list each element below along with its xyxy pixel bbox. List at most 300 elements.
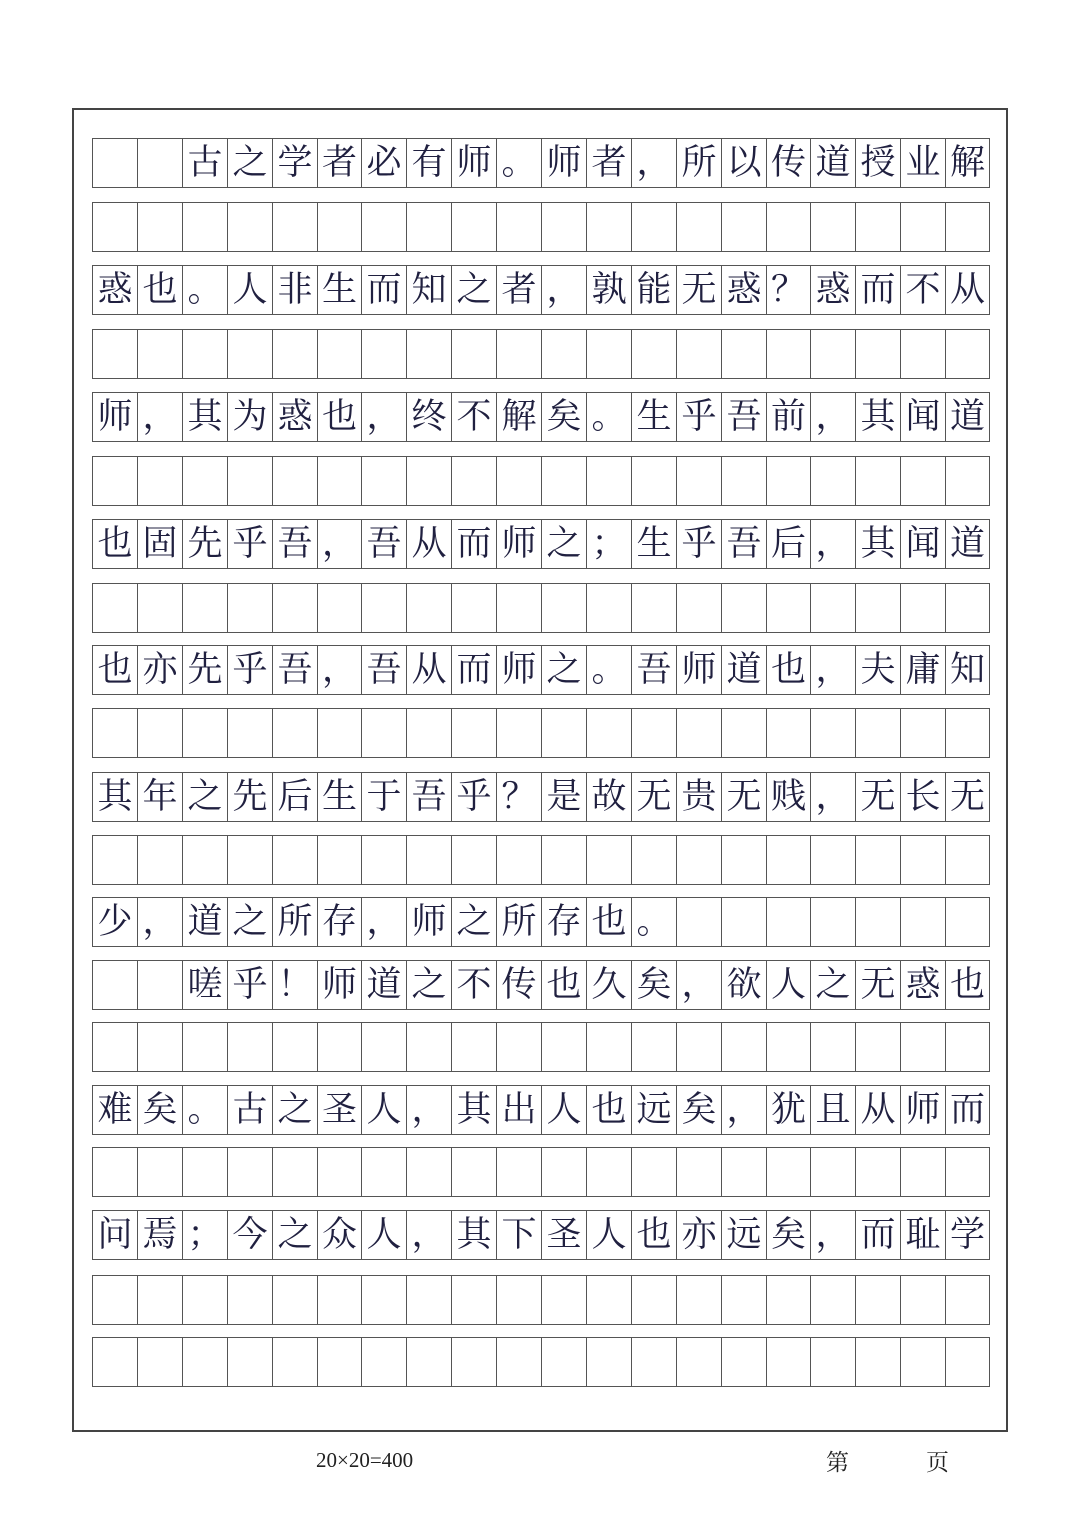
empty-grid-cell (541, 203, 586, 251)
empty-grid-cell (272, 836, 317, 884)
grid-cell: 乎 (227, 646, 272, 694)
grid-cell: 师 (676, 646, 721, 694)
empty-grid-cell (855, 1276, 900, 1324)
spacer-row (92, 1022, 990, 1072)
empty-grid-cell (810, 330, 855, 378)
empty-grid-cell (541, 1023, 586, 1071)
empty-grid-cell (451, 330, 496, 378)
empty-grid-cell (900, 1023, 945, 1071)
empty-grid-cell (676, 330, 721, 378)
grid-cell (451, 1338, 496, 1386)
grid-cell: 师 (451, 139, 496, 187)
empty-grid-cell (496, 457, 541, 505)
empty-grid-cell (451, 836, 496, 884)
empty-grid-cell (137, 1276, 182, 1324)
grid-cell (317, 1338, 361, 1386)
grid-cell (227, 1338, 272, 1386)
grid-cell: 不 (451, 961, 496, 1009)
empty-grid-cell (451, 1023, 496, 1071)
grid-cell: 吾 (721, 393, 766, 441)
empty-grid-cell (496, 709, 541, 757)
empty-grid-cell (92, 1023, 137, 1071)
empty-grid-cell (227, 836, 272, 884)
empty-grid-cell (541, 457, 586, 505)
grid-cell: 之 (451, 898, 496, 946)
empty-grid-cell (227, 1148, 272, 1196)
empty-grid-cell (900, 1276, 945, 1324)
grid-cell: 也 (945, 961, 990, 1009)
empty-grid-cell (855, 1148, 900, 1196)
empty-grid-cell (721, 1148, 766, 1196)
grid-cell: 。 (182, 266, 227, 314)
grid-cell: 远 (631, 1086, 676, 1134)
grid-cell: 也 (92, 520, 137, 568)
grid-cell: 吾 (631, 646, 676, 694)
grid-cell: 其 (855, 393, 900, 441)
grid-cell: 非 (272, 266, 317, 314)
grid-cell (766, 1338, 810, 1386)
empty-grid-cell (137, 584, 182, 632)
empty-grid-cell (766, 457, 810, 505)
empty-grid-cell (810, 836, 855, 884)
empty-grid-cell (406, 203, 451, 251)
empty-grid-cell (361, 203, 406, 251)
grid-cell: 所 (676, 139, 721, 187)
grid-cell: 不 (900, 266, 945, 314)
grid-cell: ， (810, 1211, 855, 1259)
empty-grid-cell (451, 1276, 496, 1324)
empty-grid-cell (855, 457, 900, 505)
empty-grid-cell (272, 709, 317, 757)
empty-grid-cell (317, 1276, 361, 1324)
grid-cell (92, 961, 137, 1009)
empty-grid-cell (631, 1276, 676, 1324)
empty-grid-cell (137, 457, 182, 505)
grid-cell: 学 (945, 1211, 990, 1259)
empty-grid-cell (810, 709, 855, 757)
grid-cell: ， (810, 520, 855, 568)
empty-grid-cell (317, 1148, 361, 1196)
empty-grid-cell (92, 203, 137, 251)
grid-cell (137, 1338, 182, 1386)
grid-cell: 难 (92, 1086, 137, 1134)
grid-cell: 闻 (900, 393, 945, 441)
empty-grid-cell (182, 203, 227, 251)
empty-grid-cell (451, 709, 496, 757)
empty-grid-cell (317, 203, 361, 251)
grid-cell (855, 898, 900, 946)
grid-cell: 者 (496, 266, 541, 314)
empty-grid-cell (676, 709, 721, 757)
empty-grid-cell (137, 203, 182, 251)
grid-cell: 于 (361, 773, 406, 821)
grid-cell: 嗟 (182, 961, 227, 1009)
grid-cell: 道 (182, 898, 227, 946)
grid-cell: 问 (92, 1211, 137, 1259)
grid-cell: 之 (451, 266, 496, 314)
grid-cell: 先 (182, 520, 227, 568)
empty-grid-cell (810, 457, 855, 505)
empty-grid-cell (227, 203, 272, 251)
grid-cell: ， (810, 646, 855, 694)
grid-cell: 其 (451, 1086, 496, 1134)
empty-grid-cell (361, 836, 406, 884)
text-row (92, 265, 990, 315)
grid-cell: 也 (586, 898, 631, 946)
spacer-row (92, 1275, 990, 1325)
grid-cell: 解 (945, 139, 990, 187)
empty-grid-cell (496, 1148, 541, 1196)
grid-cell: 所 (496, 898, 541, 946)
text-row (92, 392, 990, 442)
grid-cell: 惑 (810, 266, 855, 314)
grid-spec-label: 20×20=400 (316, 1448, 414, 1472)
grid-cell: 后 (272, 773, 317, 821)
grid-cell (137, 961, 182, 1009)
empty-grid-cell (92, 709, 137, 757)
text-row (92, 1085, 990, 1135)
grid-cell: 之 (541, 646, 586, 694)
text-row (92, 138, 990, 188)
grid-cell (900, 1338, 945, 1386)
grid-cell: 也 (586, 1086, 631, 1134)
empty-grid-cell (900, 330, 945, 378)
grid-cell: ？ (766, 266, 810, 314)
empty-grid-cell (586, 203, 631, 251)
empty-grid-cell (92, 584, 137, 632)
grid-cell (676, 1338, 721, 1386)
empty-grid-cell (586, 836, 631, 884)
empty-grid-cell (227, 1276, 272, 1324)
grid-cell: 。 (586, 646, 631, 694)
grid-cell: 人 (361, 1211, 406, 1259)
grid-cell: 古 (182, 139, 227, 187)
empty-grid-cell (317, 330, 361, 378)
grid-cell: 师 (541, 139, 586, 187)
empty-grid-cell (900, 584, 945, 632)
grid-cell: ； (182, 1211, 227, 1259)
empty-grid-cell (406, 709, 451, 757)
grid-cell: ！ (272, 961, 317, 1009)
grid-cell (900, 898, 945, 946)
grid-cell: 人 (361, 1086, 406, 1134)
empty-grid-cell (182, 330, 227, 378)
grid-cell: 少 (92, 898, 137, 946)
grid-cell: 吾 (272, 520, 317, 568)
empty-grid-cell (496, 1023, 541, 1071)
empty-grid-cell (227, 457, 272, 505)
empty-grid-cell (361, 330, 406, 378)
grid-cell: ， (676, 961, 721, 1009)
grid-cell: 故 (586, 773, 631, 821)
grid-cell (137, 139, 182, 187)
grid-cell (541, 1338, 586, 1386)
grid-cell (496, 1338, 541, 1386)
empty-grid-cell (92, 836, 137, 884)
grid-cell (945, 898, 990, 946)
empty-grid-cell (182, 457, 227, 505)
grid-cell: 惑 (92, 266, 137, 314)
grid-cell: 乎 (451, 773, 496, 821)
grid-cell: 知 (945, 646, 990, 694)
empty-grid-cell (676, 836, 721, 884)
grid-cell: 以 (721, 139, 766, 187)
grid-cell: 从 (406, 520, 451, 568)
empty-grid-cell (631, 1148, 676, 1196)
spacer-row (92, 329, 990, 379)
grid-cell: 道 (721, 646, 766, 694)
grid-cell: ， (361, 393, 406, 441)
grid-cell: 必 (361, 139, 406, 187)
grid-cell: 生 (631, 520, 676, 568)
grid-cell: 人 (586, 1211, 631, 1259)
grid-cell: 学 (272, 139, 317, 187)
grid-cell: 其 (451, 1211, 496, 1259)
grid-cell (721, 898, 766, 946)
grid-cell: ， (541, 266, 586, 314)
grid-cell: 圣 (541, 1211, 586, 1259)
empty-grid-cell (92, 330, 137, 378)
grid-cell: 是 (541, 773, 586, 821)
grid-cell (92, 139, 137, 187)
grid-cell: 年 (137, 773, 182, 821)
empty-grid-cell (721, 1276, 766, 1324)
grid-cell: 之 (272, 1086, 317, 1134)
empty-grid-cell (721, 203, 766, 251)
grid-cell (361, 1338, 406, 1386)
empty-grid-cell (810, 203, 855, 251)
grid-cell: 犹 (766, 1086, 810, 1134)
grid-cell: 师 (92, 393, 137, 441)
empty-grid-cell (945, 1148, 990, 1196)
empty-grid-cell (855, 584, 900, 632)
grid-cell: 知 (406, 266, 451, 314)
grid-cell: 惑 (272, 393, 317, 441)
empty-grid-cell (496, 203, 541, 251)
grid-cell (766, 898, 810, 946)
empty-grid-cell (272, 203, 317, 251)
empty-grid-cell (676, 1023, 721, 1071)
grid-cell: 人 (541, 1086, 586, 1134)
empty-grid-cell (631, 203, 676, 251)
grid-cell: 焉 (137, 1211, 182, 1259)
empty-grid-cell (272, 1023, 317, 1071)
empty-grid-cell (182, 836, 227, 884)
empty-grid-cell (945, 584, 990, 632)
grid-cell: 。 (182, 1086, 227, 1134)
empty-grid-cell (945, 203, 990, 251)
grid-cell: 者 (586, 139, 631, 187)
grid-cell: 道 (810, 139, 855, 187)
empty-grid-cell (855, 1023, 900, 1071)
grid-cell: 无 (631, 773, 676, 821)
empty-grid-cell (137, 836, 182, 884)
empty-grid-cell (945, 457, 990, 505)
empty-grid-cell (317, 584, 361, 632)
text-row (92, 897, 990, 947)
grid-cell: 者 (317, 139, 361, 187)
empty-grid-cell (855, 709, 900, 757)
empty-grid-cell (541, 330, 586, 378)
grid-cell (810, 898, 855, 946)
empty-grid-cell (406, 1276, 451, 1324)
empty-grid-cell (317, 709, 361, 757)
grid-cell: 矣 (766, 1211, 810, 1259)
empty-grid-cell (361, 584, 406, 632)
grid-cell: 也 (541, 961, 586, 1009)
grid-cell: ， (406, 1086, 451, 1134)
grid-cell: 后 (766, 520, 810, 568)
grid-cell: 惑 (900, 961, 945, 1009)
grid-cell: 道 (945, 520, 990, 568)
empty-grid-cell (541, 584, 586, 632)
text-row (92, 1210, 990, 1260)
empty-grid-cell (676, 584, 721, 632)
grid-cell (272, 1338, 317, 1386)
empty-grid-cell (631, 457, 676, 505)
grid-cell: 从 (855, 1086, 900, 1134)
empty-grid-cell (676, 457, 721, 505)
empty-grid-cell (810, 1148, 855, 1196)
grid-cell: 师 (406, 898, 451, 946)
empty-grid-cell (496, 330, 541, 378)
grid-cell: 之 (810, 961, 855, 1009)
empty-grid-cell (406, 584, 451, 632)
empty-grid-cell (945, 709, 990, 757)
grid-cell: 矣 (631, 961, 676, 1009)
grid-cell: ， (721, 1086, 766, 1134)
grid-cell (92, 1338, 137, 1386)
empty-grid-cell (676, 1148, 721, 1196)
grid-cell: 为 (227, 393, 272, 441)
grid-cell: 贵 (676, 773, 721, 821)
empty-grid-cell (227, 584, 272, 632)
grid-cell: 先 (182, 646, 227, 694)
empty-grid-cell (945, 836, 990, 884)
grid-cell: 前 (766, 393, 810, 441)
grid-cell (810, 1338, 855, 1386)
empty-grid-cell (721, 1023, 766, 1071)
grid-cell: 。 (631, 898, 676, 946)
empty-grid-cell (541, 836, 586, 884)
grid-cell: ， (317, 520, 361, 568)
empty-grid-cell (182, 1148, 227, 1196)
empty-grid-cell (406, 1148, 451, 1196)
empty-grid-cell (766, 330, 810, 378)
grid-cell: 之 (227, 139, 272, 187)
text-row (92, 772, 990, 822)
grid-cell: 师 (496, 520, 541, 568)
grid-cell: 而 (451, 646, 496, 694)
empty-grid-cell (945, 1023, 990, 1071)
grid-cell: 无 (855, 961, 900, 1009)
grid-cell: 下 (496, 1211, 541, 1259)
grid-cell: 也 (92, 646, 137, 694)
empty-grid-cell (810, 1023, 855, 1071)
grid-cell: 无 (945, 773, 990, 821)
grid-cell: 其 (92, 773, 137, 821)
empty-grid-cell (900, 836, 945, 884)
grid-cell: 闻 (900, 520, 945, 568)
grid-cell: 其 (182, 393, 227, 441)
grid-cell: 夫 (855, 646, 900, 694)
grid-cell: 之 (182, 773, 227, 821)
spacer-row (92, 1147, 990, 1197)
empty-grid-cell (721, 709, 766, 757)
empty-grid-cell (496, 836, 541, 884)
empty-grid-cell (810, 584, 855, 632)
empty-grid-cell (586, 330, 631, 378)
empty-grid-cell (451, 1148, 496, 1196)
grid-cell: 无 (676, 266, 721, 314)
grid-cell: 从 (945, 266, 990, 314)
empty-grid-cell (451, 203, 496, 251)
grid-cell: 其 (855, 520, 900, 568)
grid-cell: 之 (272, 1211, 317, 1259)
grid-cell: 贱 (766, 773, 810, 821)
empty-grid-cell (766, 584, 810, 632)
grid-cell: 能 (631, 266, 676, 314)
empty-grid-cell (631, 1023, 676, 1071)
grid-cell: 古 (227, 1086, 272, 1134)
empty-grid-cell (721, 584, 766, 632)
grid-cell: 惑 (721, 266, 766, 314)
empty-grid-cell (676, 1276, 721, 1324)
spacer-row (92, 835, 990, 885)
grid-cell: ， (810, 773, 855, 821)
grid-cell: 而 (361, 266, 406, 314)
grid-cell: 圣 (317, 1086, 361, 1134)
grid-cell: ， (137, 898, 182, 946)
empty-grid-cell (721, 330, 766, 378)
spacer-row (92, 708, 990, 758)
grid-cell: 长 (900, 773, 945, 821)
grid-cell: 远 (721, 1211, 766, 1259)
empty-grid-cell (586, 1276, 631, 1324)
empty-grid-cell (900, 709, 945, 757)
grid-cell: 无 (721, 773, 766, 821)
empty-grid-cell (586, 1023, 631, 1071)
grid-cell: 传 (766, 139, 810, 187)
grid-cell: 从 (406, 646, 451, 694)
grid-cell: 众 (317, 1211, 361, 1259)
spacer-row (92, 202, 990, 252)
empty-grid-cell (182, 709, 227, 757)
empty-grid-cell (496, 584, 541, 632)
empty-grid-cell (137, 330, 182, 378)
empty-grid-cell (182, 584, 227, 632)
grid-cell: 欲 (721, 961, 766, 1009)
empty-grid-cell (810, 1276, 855, 1324)
empty-grid-cell (361, 457, 406, 505)
grid-cell: 出 (496, 1086, 541, 1134)
grid-cell (586, 1338, 631, 1386)
empty-grid-cell (631, 584, 676, 632)
grid-cell: 而 (945, 1086, 990, 1134)
grid-cell: 授 (855, 139, 900, 187)
grid-cell: 乎 (227, 520, 272, 568)
grid-cell: 固 (137, 520, 182, 568)
empty-grid-cell (721, 836, 766, 884)
empty-grid-cell (92, 1276, 137, 1324)
grid-cell: 乎 (227, 961, 272, 1009)
grid-cell: 矣 (676, 1086, 721, 1134)
grid-cell: 生 (317, 266, 361, 314)
empty-grid-cell (586, 709, 631, 757)
grid-cell: 乎 (676, 393, 721, 441)
text-row (92, 645, 990, 695)
grid-cell (676, 898, 721, 946)
